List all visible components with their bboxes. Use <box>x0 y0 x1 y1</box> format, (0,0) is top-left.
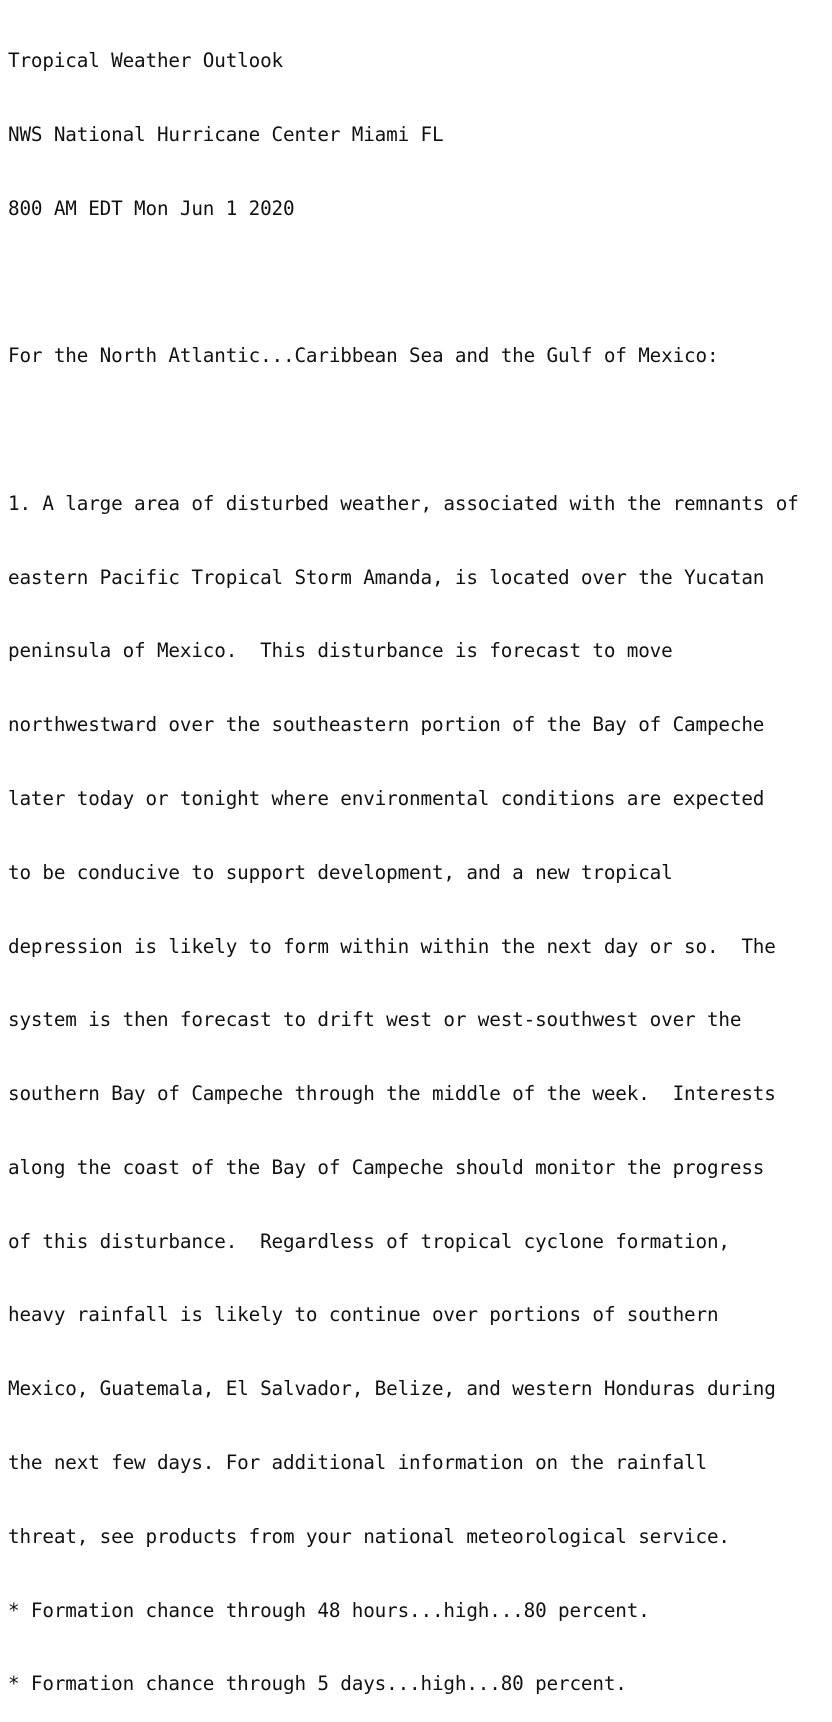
region-heading: For the North Atlantic...Caribbean Sea and the Gulf of Mexico: <box>8 344 719 368</box>
outlook-document <box>8 0 832 1722</box>
outlook-line: along the coast of the Bay of Campeche should monitor the progress <box>8 1155 765 1179</box>
outlook-line: the next few days. For additional information on the rainfall <box>8 1451 707 1475</box>
outlook-line: southern Bay of Campeche through the middle of the week. Interests <box>8 1082 776 1106</box>
outlook-line: Mexico, Guatemala, El Salvador, Belize, and western Honduras during <box>8 1377 776 1401</box>
product-title: Tropical Weather Outlook <box>8 49 283 73</box>
issuing-office: NWS National Hurricane Center Miami FL <box>8 122 444 146</box>
blank-line <box>8 418 832 443</box>
outlook-line: depression is likely to form within within the next day or so. The <box>8 934 776 958</box>
outlook-line: to be conducive to support development, and a new tropical <box>8 860 673 884</box>
outlook-line: threat, see products from your national meteorological service. <box>8 1524 730 1548</box>
blank-line <box>8 271 832 296</box>
formation-chance-48h: * Formation chance through 48 hours...high...80 percent. <box>8 1598 650 1622</box>
outlook-line: system is then forecast to drift west or west-southwest over the <box>8 1008 742 1032</box>
outlook-line: 1. A large area of disturbed weather, associated with the remnants of <box>8 491 799 515</box>
outlook-line: peninsula of Mexico. This disturbance is forecast to move <box>8 639 673 663</box>
outlook-line: later today or tonight where environmental conditions are expected <box>8 787 765 810</box>
issuance-time: 800 AM EDT Mon Jun 1 2020 <box>8 196 295 220</box>
formation-chance-5d: * Formation chance through 5 days...high...80 percent. <box>8 1672 627 1696</box>
outlook-line: heavy rainfall is likely to continue over portions of southern <box>8 1303 719 1327</box>
outlook-line: northwestward over the southeastern portion of the Bay of Campeche <box>8 713 765 737</box>
outlook-line: of this disturbance. Regardless of tropical cyclone formation, <box>8 1229 730 1253</box>
outlook-line: eastern Pacific Tropical Storm Amanda, is located over the Yucatan <box>8 565 765 589</box>
